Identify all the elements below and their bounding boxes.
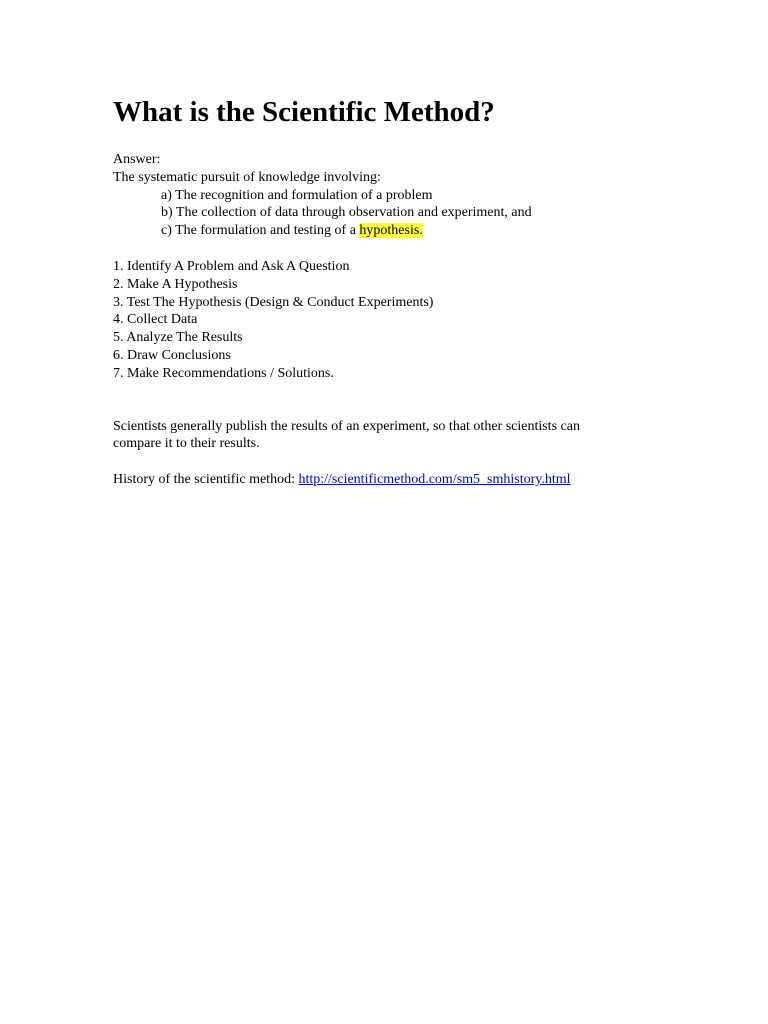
page-title: What is the Scientific Method? [113, 96, 495, 128]
publish-note-line-1: Scientists generally publish the results of an experiment, so that other scientists can [113, 418, 580, 434]
definition-item-c-text: c) The formulation and testing of a [161, 223, 360, 239]
history-line [113, 471, 713, 489]
step-item: 1. Identify A Problem and Ask A Question [113, 258, 350, 274]
history-link[interactable]: http://scientificmethod.com/sm5_smhistory.html [298, 472, 571, 488]
definition-intro: The systematic pursuit of knowledge involving: [113, 169, 381, 185]
step-item: 5. Analyze The Results [113, 330, 243, 346]
publish-note-line-2: compare it to their results. [113, 436, 260, 452]
spacer [113, 453, 713, 471]
step-item: 7. Make Recommendations / Solutions. [113, 365, 334, 381]
highlighted-hypothesis: hypothesis. [359, 223, 423, 239]
spacer [113, 383, 713, 418]
step-item: 6. Draw Conclusions [113, 347, 231, 363]
definition-item-c [113, 222, 713, 240]
definition-item-b: b) The collection of data through observation and experiment, and [161, 205, 532, 221]
spacer [113, 240, 713, 258]
step-item: 3. Test The Hypothesis (Design & Conduct Experiments) [113, 294, 434, 310]
definition-item-a: a) The recognition and formulation of a problem [161, 187, 433, 203]
history-label: History of the scientific method: [113, 472, 299, 488]
answer-label: Answer: [113, 152, 161, 167]
step-item: 4. Collect Data [113, 312, 198, 328]
step-item: 2. Make A Hypothesis [113, 276, 238, 292]
steps-list [113, 258, 713, 383]
document-page [113, 94, 713, 489]
